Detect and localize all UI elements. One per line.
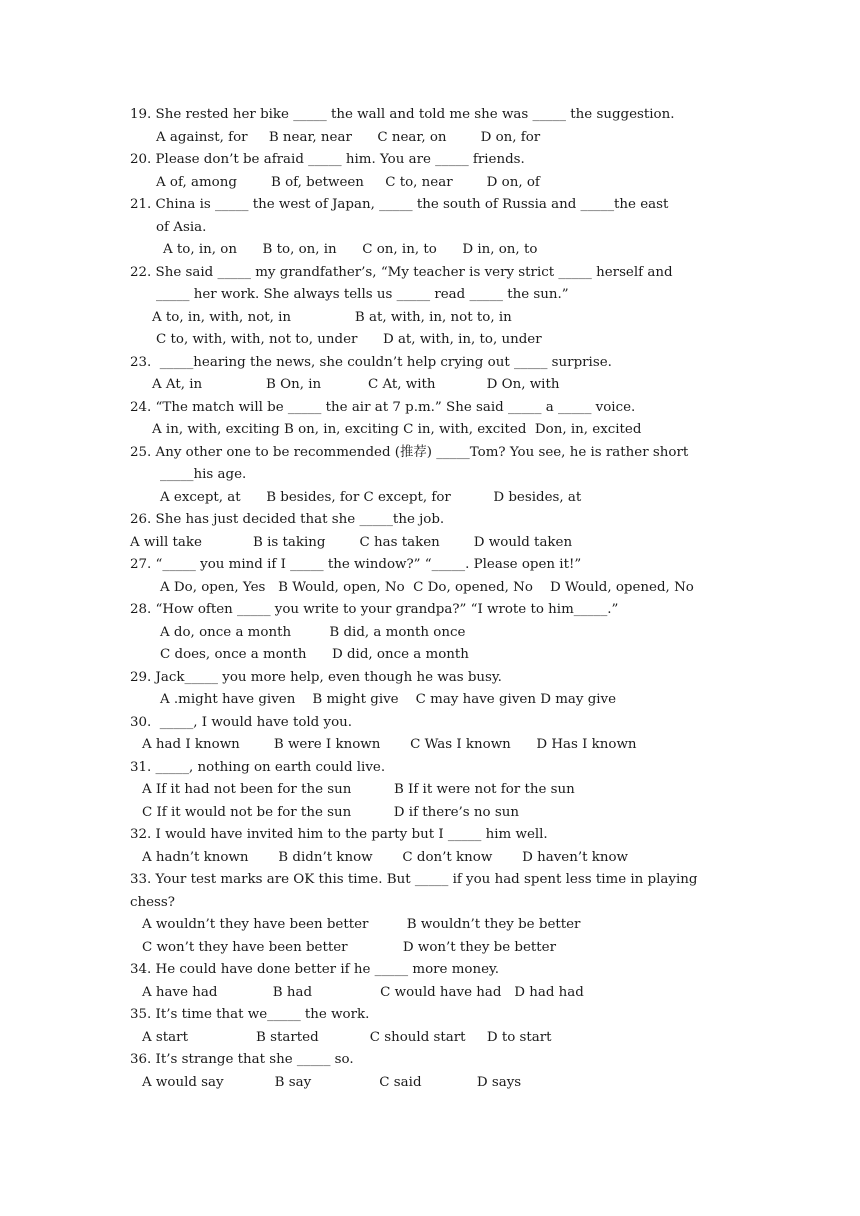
options-20: A of, among B of, between C to, near D on, of (156, 175, 540, 190)
question-19: 19. She rested her bike _____ the wall and told me she was _____ the suggestion. (130, 107, 675, 122)
options-31-cd: C If it would not be for the sun D if there’s no sun (142, 805, 519, 820)
options-30: A had I known B were I known C Was I known D Has I known (142, 737, 637, 752)
question-25-cont: _____his age. (160, 467, 247, 482)
options-31-ab: A If it had not been for the sun B If it were not for the sun (142, 782, 575, 797)
options-21: A to, in, on B to, on, in C on, in, to D in, on, to (163, 242, 538, 257)
question-22: 22. She said _____ my grandfather’s, “My teacher is very strict _____ herself and (130, 265, 673, 280)
options-22-ab: A to, in, with, not, in B at, with, in, not to, in (152, 310, 512, 325)
options-35: A start B started C should start D to start (142, 1030, 552, 1045)
options-22-cd: C to, with, with, not to, under D at, with, in, to, under (156, 332, 542, 347)
question-30: 30. _____, I would have told you. (130, 715, 353, 730)
options-23: A At, in B On, in C At, with D On, with (152, 377, 560, 392)
options-32: A hadn’t known B didn’t know C don’t know D haven’t know (142, 850, 628, 865)
options-29: A .might have given B might give C may have given D may give (160, 692, 617, 707)
options-19: A against, for B near, near C near, on D on, for (156, 130, 541, 145)
options-34: A have had B had C would have had D had had (142, 985, 584, 1000)
question-31: 31. _____, nothing on earth could live. (130, 760, 386, 775)
question-26: 26. She has just decided that she _____the job. (130, 512, 445, 527)
question-29: 29. Jack_____ you more help, even though he was busy. (130, 670, 502, 685)
options-24: A in, with, exciting B on, in, exciting C in, with, excited Don, in, excited (152, 422, 642, 437)
options-28-ab: A do, once a month B did, a month once (160, 625, 466, 640)
question-21-cont: of Asia. (156, 220, 207, 235)
question-21: 21. China is _____ the west of Japan, _____ the south of Russia and _____the east (130, 197, 669, 212)
options-36: A would say B say C said D says (142, 1075, 522, 1090)
question-36: 36. It’s strange that she _____ so. (130, 1052, 354, 1067)
question-28: 28. “How often _____ you write to your grandpa?” “I wrote to him_____.” (130, 602, 619, 617)
question-35: 35. It’s time that we_____ the work. (130, 1007, 370, 1022)
question-33-cont: chess? (130, 895, 175, 910)
question-27: 27. “_____ you mind if I _____ the window?” “_____. Please open it!” (130, 557, 582, 572)
options-33-ab: A wouldn’t they have been better B wouldn’t they be better (142, 917, 581, 932)
options-25: A except, at B besides, for C except, for D besides, at (160, 490, 582, 505)
question-33: 33. Your test marks are OK this time. But _____ if you had spent less time in playing (130, 872, 698, 887)
question-25: 25. Any other one to be recommended (推荐) _____Tom? You see, he is rather short (130, 445, 689, 460)
question-34: 34. He could have done better if he _____ more money. (130, 962, 500, 977)
options-28-cd: C does, once a month D did, once a month (160, 647, 469, 662)
question-24: 24. “The match will be _____ the air at 7 p.m.” She said _____ a _____ voice. (130, 400, 636, 415)
question-22-cont: _____ her work. She always tells us _____ read _____ the sun.” (156, 287, 569, 302)
question-20: 20. Please don’t be afraid _____ him. You are _____ friends. (130, 152, 525, 167)
question-23: 23. _____hearing the news, she couldn’t help crying out _____ surprise. (130, 355, 612, 370)
options-26: A will take B is taking C has taken D would taken (130, 535, 573, 550)
options-27: A Do, open, Yes B Would, open, No C Do, opened, No D Would, opened, No (160, 580, 694, 595)
question-32: 32. I would have invited him to the party but I _____ him well. (130, 827, 548, 842)
options-33-cd: C won’t they have been better D won’t they be better (142, 940, 556, 955)
